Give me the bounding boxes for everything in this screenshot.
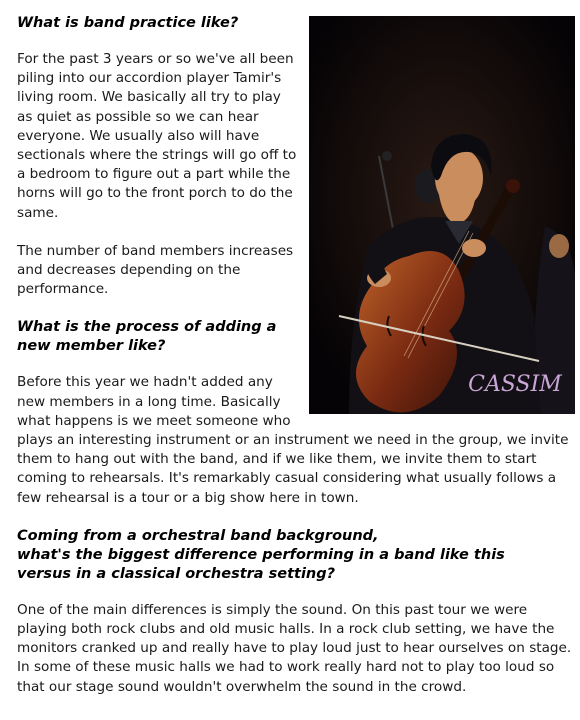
section-2-heading-line-2: new member like?: [17, 338, 166, 355]
article: [17, 0, 575, 716]
section-3-heading-line-2: what's the biggest difference performing in a band like this: [17, 546, 505, 563]
section-3-heading-line-1: Coming from a orchestral band background,: [17, 527, 379, 544]
section-2-heading-line-1: What is the process of adding a: [17, 319, 277, 336]
section-1-heading: What is band practice like?: [17, 15, 239, 31]
section-2-paragraph-1: Before this year we hadn't added any new members in a long time. Basically what happens is we meet someone who plays an interesting instrument or an instrument we need in the group, we invite them to hang out with the band, and if we like them, we invite them to start coming to rehearsals. It's remarkably casual considering what usually follows a few rehearsal is a tour or a big show here in town.: [17, 374, 569, 506]
cellist-photo: [309, 16, 575, 414]
section-3-paragraph-1: One of the main differences is simply the sound. On this past tour we were playing both rock clubs and old music halls. In a rock club setting, we have the monitors cranked up and really have to play loud just to hear ourselves on stage. In some of these music halls we had to work really hard not to play too loud so that our stage sound wouldn't overwhelm the sound in the crowd.: [17, 601, 572, 695]
section-1-paragraph-1: For the past 3 years or so we've all been piling into our accordion player Tamir's living room. We basically all try to play as quiet as possible so we can hear everyone. We usually also will have sectionals where the strings will go off to a bedroom to figure out a part while the horns will go to the front porch to do the same.: [17, 51, 297, 221]
section-3-heading: [17, 527, 575, 584]
section-3-heading-line-3: versus in a classical orchestra setting?: [17, 565, 336, 582]
photo-watermark: CASSIM: [468, 372, 562, 397]
section-1-paragraph-2: The number of band members increases and decreases depending on the performance.: [17, 242, 294, 298]
